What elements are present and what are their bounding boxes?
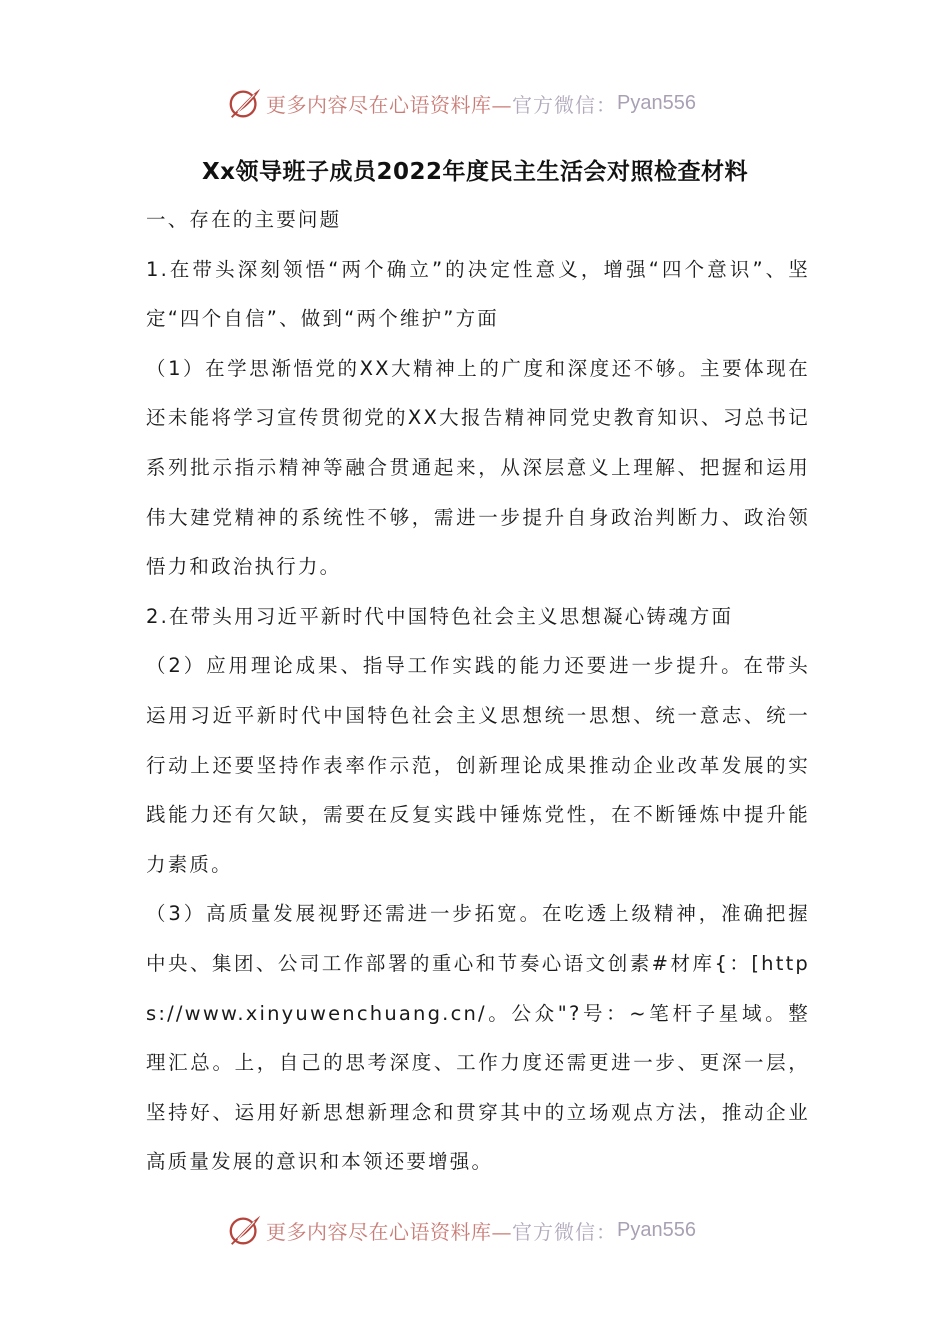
body-paragraph: （1）在学思渐悟党的XX大精神上的广度和深度还不够。主要体现在还未能将学习宣传贯彻党的XX大报告精神同党史教育知识、习总书记系列批示指示精神等融合贯通起来，从深层意义上理解、把握和运用伟大建党精神的系统性不够，需进一步提升自身政治判断力、政治领悟力和政治执行力。 [146,356,810,579]
banner-wechat-id: Pyan556 [617,91,696,114]
banner-wechat-label: 官方微信： [512,92,617,117]
banner-promo-text: 更多内容尽在心语资料库— [266,1219,512,1244]
quill-logo-icon [226,1211,264,1249]
section-heading: 一、存在的主要问题 [146,208,342,231]
document-body [146,195,810,1187]
banner-wechat-label: 官方微信： [512,1219,617,1244]
body-paragraph: （3）高质量发展视野还需进一步拓宽。在吃透上级精神，准确把握中央、集团、公司工作部署的重心和节奏心语文创素#材库{：[https://www.xinyuwenchuang.cn/。公众"?号：~笔杆子星域。整理汇总。上，自己的思考深度、工作力度还需更进一步、更深一层，坚持好、运用好新思想新理念和贯穿其中的立场观点方法，推动企业高质量发展的意识和本领还要增强。 [146,902,810,1174]
banner-promo-text: 更多内容尽在心语资料库— [266,92,512,117]
document-title: Xx领导班子成员2022年度民主生活会对照检查材料 [201,159,749,185]
subsection-heading: 1.在带头深刻领悟“两个确立”的决定性意义，增强“四个意识”、坚定“四个自信”、做到“两个维护”方面 [146,257,810,331]
banner-wechat-id: Pyan556 [617,1218,696,1241]
footer-banner [226,1207,696,1253]
subsection-heading: 2.在带头用习近平新时代中国特色社会主义思想凝心铸魂方面 [146,604,734,628]
header-banner [226,80,696,126]
body-paragraph: （2）应用理论成果、指导工作实践的能力还要进一步提升。在带头运用习近平新时代中国特色社会主义思想统一思想、统一意志、统一行动上还要坚持作表率作示范，创新理论成果推动企业改革发展的实践能力还有欠缺，需要在反复实践中锤炼党性，在不断锤炼中提升能力素质。 [146,654,810,876]
quill-logo-icon [226,84,264,122]
